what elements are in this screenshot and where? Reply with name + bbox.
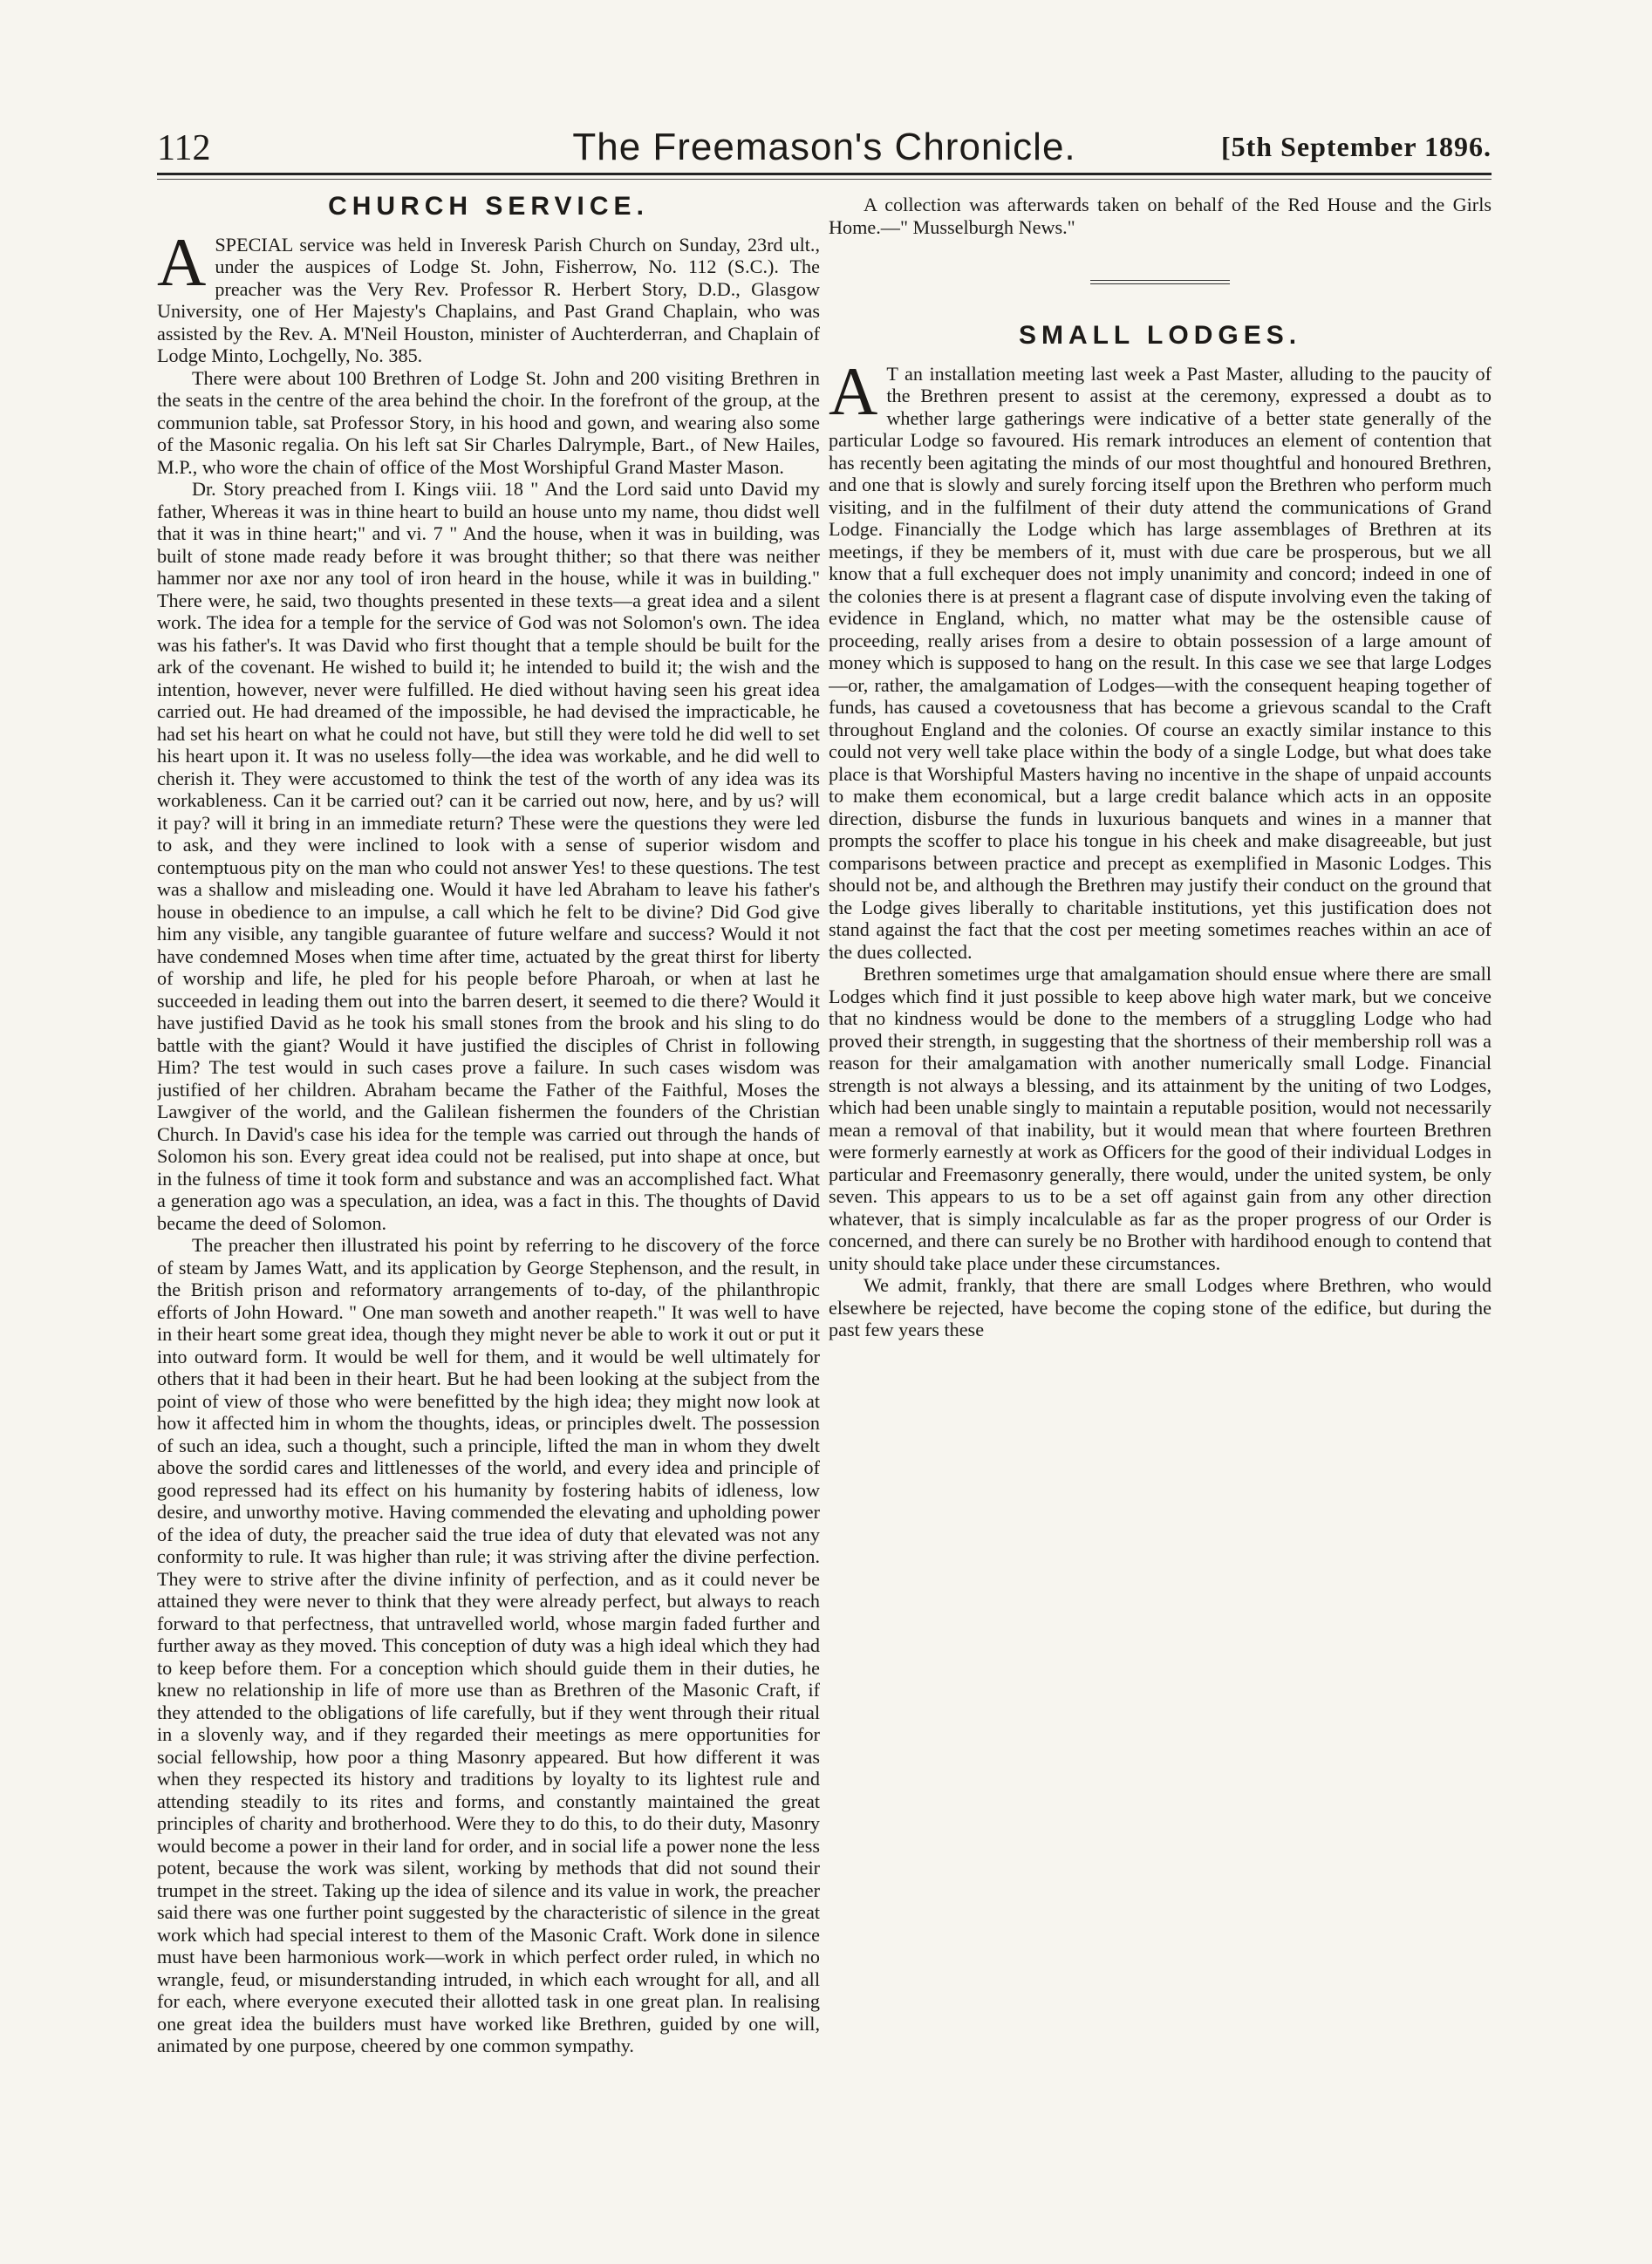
journal-title: The Freemason's Chronicle. (572, 126, 1076, 168)
section-divider (1090, 280, 1230, 284)
church-service-heading: CHURCH SERVICE. (328, 194, 649, 221)
article-paragraph: The preacher then illustrated his point by referring to he discovery of the force of steam by James Watt, and its application by George Stephenson, and the result, in the British prison and reformatory arrangements of to-day, of the philanthropic efforts of John Howard. " One man soweth and another reapeth." It was well to have in their heart some great idea, though they might never be able to work it out or put it into outward form. It would be well for them, and it would be well ultimately for others that it had been in their heart. But he had been looking at the subject from the point of view of those who were benefitted by the high idea; they might now look at how it affected him in whom the thoughts, ideas, or principles dwelt. The possession of such an idea, such a thought, such a principle, lifted the man in whom they dwelt above the sordid cares and littlenesses of the world, and every idea and principle of good repressed had its effect on his humanity by fostering habits of idleness, low desire, and unworthy motive. Having commended the elevating and upholding power of the idea of duty, the preacher said the true idea of duty that elevated was not any conformity to rule. It was higher than rule; it was striving after the divine perfection. They were to strive after the divine infinity of perfection, and as it could never be attained they were never to think that they were already perfect, but always to reach forward to that perfectness, that untravelled world, whose margin faded further and further away as they moved. This conception of duty was a high ideal which they had to keep before them. For a conception which should guide them in their duties, he knew no relationship in life of more use than as Brethren of the Masonic Craft, if they attended to the obligations of life carefully, but if they went through their ritual in a slovenly way, and if they regarded their meetings as mere opportunities for social fellowship, how poor a thing Masonry appeared. But how different it was when they respected its history and traditions by loyalty to its lightest rule and attending steadily to its rites and forms, and constantly maintained the great principles of charity and brotherhood. Were they to do this, to do their duty, Masonry would become a power in their land for order, and in social life a power none the less potent, because the work was silent, working by methods that did not sound their trumpet in the street. Taking up the idea of silence and its value in work, the preacher said there was one further point suggested by the characteristic of silence in the great work which had special interest to them of the Masonic Craft. Work done in silence must have been harmonious work—work in which perfect order ruled, in which no wrangle, feud, or misunderstanding intruded, in which each wrought for all, and all for each, where everyone executed their allotted task in one great plan. In realising one great idea the builders must have worked like Brethren, guided by one will, animated by one purpose, cheered by one common sympathy. (157, 1234, 820, 2056)
page-number: 112 (157, 128, 211, 168)
church-service-article (157, 223, 820, 2057)
small-lodges-article (829, 352, 1492, 1341)
header-rule-thin (157, 179, 1492, 180)
article-paragraph: There were about 100 Brethren of Lodge St. John and 200 visiting Brethren in the seats in the centre of the area behind the choir. In the forefront of the group, at the communion table, sat Professor Story, in his hood and gown, and wearing also some of the Masonic regalia. On his left sat Sir Charles Dalrymple, Bart., of New Hailes, M.P., who wore the chain of office of the Most Worshipful Grand Master Mason. (157, 366, 820, 478)
masthead (157, 122, 1492, 174)
article-paragraph: A T an installation meeting last week a Past Master, alluding to the paucity of the Brethren present to assist at the ceremony, expressed a doubt as to whether large gatherings were indicative of a better state generally of the particular Lodge so favoured. His remark introduces an element of contention that has recently been agitating the minds of our most thoughtful and honoured Brethren, and one that is slowly and surely forcing itself upon the Brethren who perform much visiting, and in the fulfilment of their duty attend the communications of Grand Lodge. Financially the Lodge which has large assemblages of Brethren at its meetings, if they be members of it, must with due care be prosperous, but we all know that a full exchequer does not imply unanimity and concord; indeed in one of the colonies there is at present a flagrant case of dispute involving even the taking of evidence in England, which, no matter what may be the ostensible cause of proceeding, really arises from a desire to obtain possession of a large amount of money which is supposed to hang on the result. In this case we see that large Lodges—or, rather, the amalgamation of Lodges—with the consequent heaping together of funds, has caused a covetousness that has become a grievous scandal to the Craft throughout England and the colonies. Of course an exactly similar instance to this could not very well take place within the body of a single Lodge, but what does take place is that Worshipful Masters having no incentive in the shape of unpaid accounts to make them economical, but a large credit balance which acts in an opposite direction, disburse the funds in luxurious banquets and wines in a manner that prompts the scoffer to place his tongue in his cheek and make disagreeable, but just comparisons between practice and precept as exemplified in Masonic Lodges. This should not be, and although the Brethren may justify their conduct on the ground that the Lodge gives liberally to charitable institutions, yet this justification does not stand against the fact that the cost per meeting sometimes reaches within an ace of the dues collected. (829, 352, 1492, 963)
header-rule (157, 173, 1492, 175)
small-lodges-heading: SMALL LODGES. (1018, 321, 1302, 350)
article-paragraph: ASPECIAL service was held in Inveresk Parish Church on Sunday, 23rd ult., under the auspices of Lodge St. John, Fisherrow, No. 112 (S.C.). The preacher was the Very Rev. Professor R. Herbert Story, D.D., Glasgow University, one of Her Majesty's Chaplains, and Past Grand Chaplain, who was assisted by the Rev. A. M'Neil Houston, minister of Auchterderran, and Chaplain of Lodge Minto, Lochgelly, No. 385. (157, 223, 820, 366)
left-column (157, 194, 820, 2226)
drop-cap: A (157, 223, 207, 300)
right-column (829, 194, 1492, 2226)
article-paragraph: Dr. Story preached from I. Kings viii. 18 " And the Lord said unto David my father, Whereas it was in thine heart to build an house unto my name, thou didst well that it was in thine heart;" and vi. 7 " And the house, when it was in building, was built of stone made ready before it was brought thither; so that there was neither hammer nor axe nor any tool of iron heard in the house, while it was in building." There were, he said, two thoughts presented in these texts—a great idea and a silent work. The idea for a temple for the service of God was not Solomon's own. The idea was his father's. It was David who first thought that a temple should be built for the ark of the covenant. He wished to build it; he intended to build it; the wish and the intention, however, never were fulfilled. He died without having seen his great idea carried out. He had dreamed of the impossible, he had devised the impracticable, he had set his heart on what he could not have, but still they were told he did well to set his heart upon it. It was no useless folly—the idea was workable, and he did well to cherish it. They were accustomed to think the test of the worth of any idea was its workableness. Can it be carried out? can it be carried out now, here, and by us? will it pay? will it bring in an immediate return? These were the questions they were led to ask, and they were inclined to look with a sense of superior wisdom and contemptuous pity on the man who could not answer Yes! to these questions. The test was a shallow and misleading one. Would it have led Abraham to leave his father's house in obedience to an impulse, a call which he felt to be divine? Did God give him any visible, any tangible guarantee of future welfare and success? Would it not have condemned Moses when time after time, actuated by the great thirst for liberty of worship and life, he pled for his people before Pharoah, or when at last he succeeded in leading them out into the barren desert, it seemed to die there? Would it have justified David as he took his small stones from the brook and his sling to do battle with the giant? Would it have justified the disciples of Christ in following Him? The test would in such cases prove a failure. In such cases wisdom was justified of her children. Abraham became the Father of the Faithful, Moses the Lawgiver of the world, and the Galilean fishermen the founders of the Christian Church. In David's case his idea for the temple was carried out through the hands of Solomon his son. Every great idea could not be realised, put into shape at once, but in the fulness of time it took form and substance and was an accomplished fact. What a generation ago was a speculation, an idea, was a fact in this. The thoughts of David became the deed of Solomon. (157, 478, 820, 1234)
drop-cap: A (829, 352, 878, 429)
article-paragraph: Brethren sometimes urge that amalgamation should ensue where there are small Lodges which find it just possible to keep above high water mark, but we conceive that no kindness would be done to the members of a struggling Lodge who had proved their strength, in suggesting that the shortness of their membership roll was a reason for their amalgamation with another numerically small Lodge. Financial strength is not always a blessing, and its attainment by the uniting of two Lodges, which had been unable singly to maintain a reputable position, would not necessarily mean a removal of that inability, but it would mean that where fourteen Brethren were formerly earnestly at work as Officers for the good of their individual Lodges in particular and Freemasonry generally, there would, under the united system, be only seven. This appears to us to be a set off against gain from any other direction whatever, that is simply incalculable as far as the proper progress of our Order is concerned, and there can surely be no Brother with hardihood enough to contend that unity should take place under these circumstances. (829, 963, 1492, 1274)
issue-date: [5th September 1896. (1220, 131, 1492, 162)
article-paragraph: A collection was afterwards taken on behalf of the Red House and the Girls Home.—" Musselburgh News." (829, 194, 1492, 238)
article-paragraph: We admit, frankly, that there are small Lodges where Brethren, who would elsewhere be rejected, have become the coping stone of the edifice, but during the past few years these (829, 1274, 1492, 1340)
